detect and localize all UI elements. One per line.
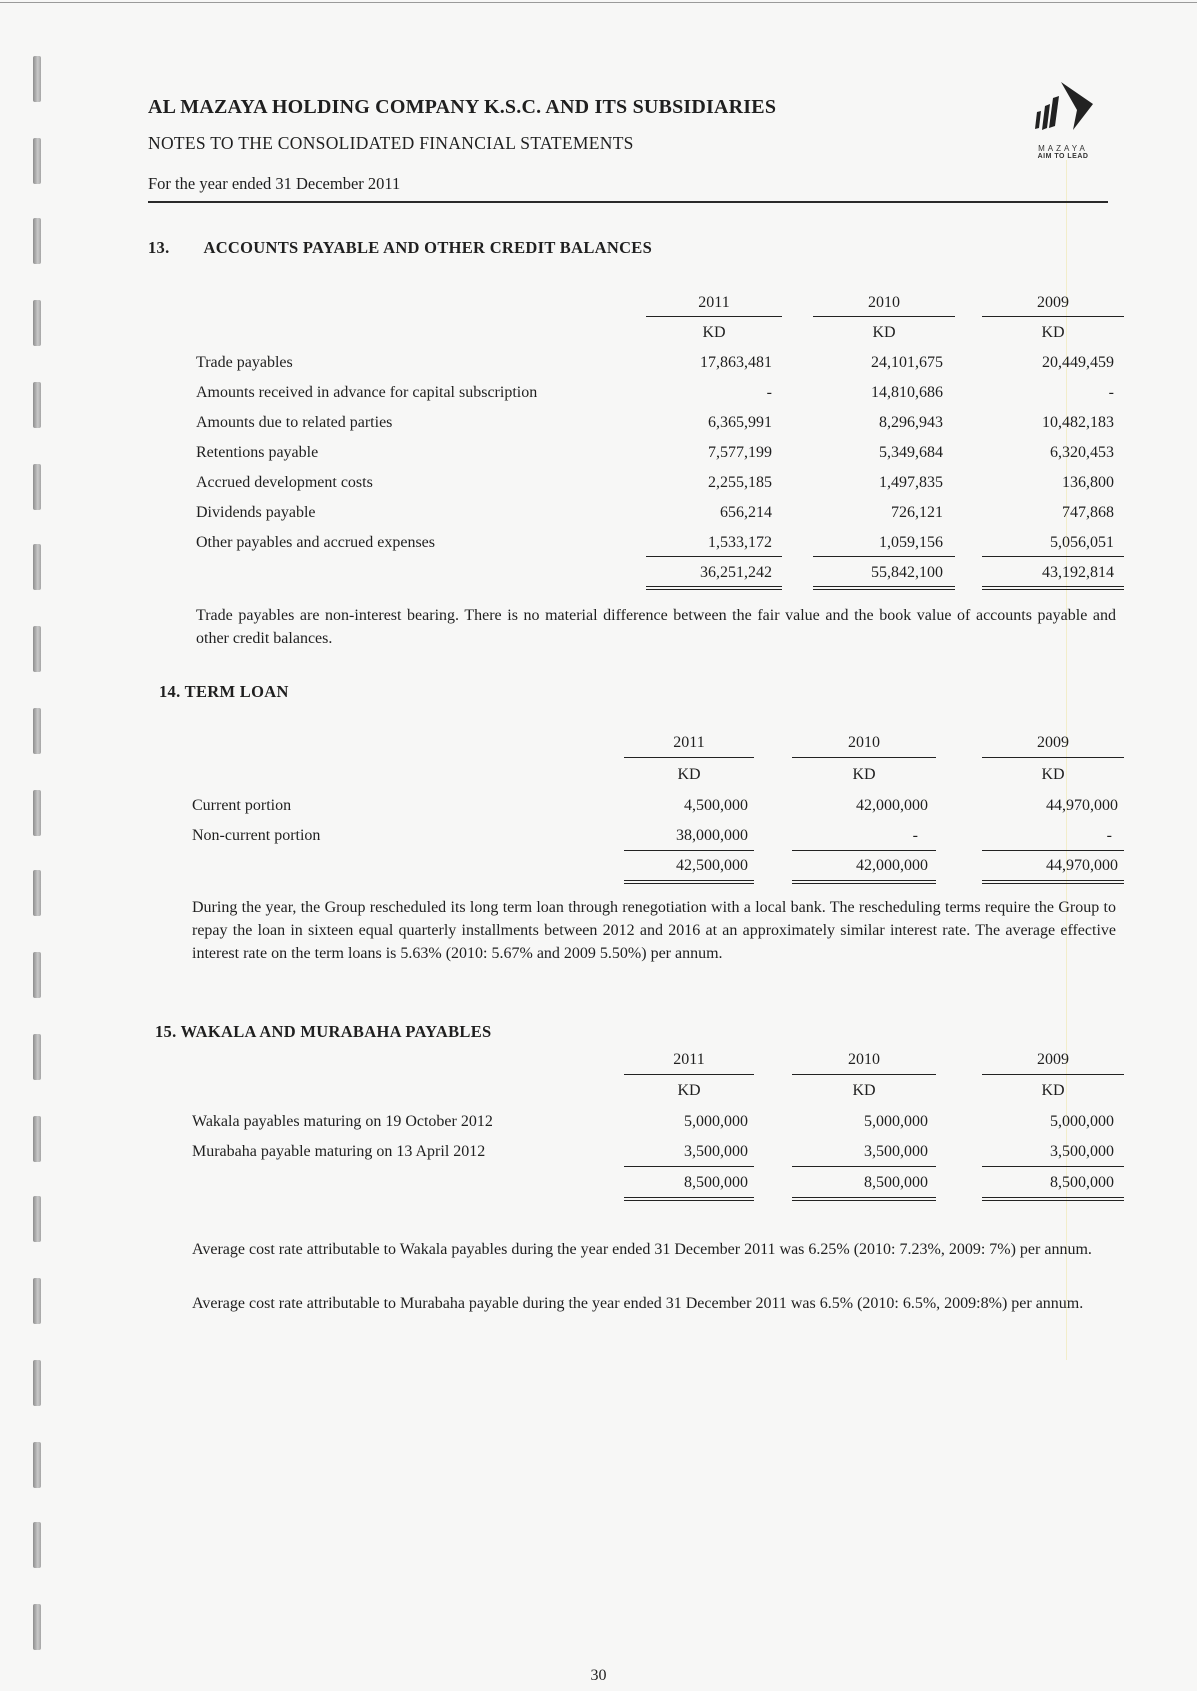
subtotal-rule	[792, 850, 936, 851]
total-double-rule	[792, 1197, 936, 1198]
column-rule	[813, 316, 955, 317]
total-2009: 43,192,814	[1042, 564, 1114, 581]
column-rule	[982, 316, 1124, 317]
note-15-title: WAKALA AND MURABAHA PAYABLES	[180, 1022, 492, 1041]
col-year: 2009	[1037, 1051, 1069, 1068]
note-14-heading	[159, 682, 289, 702]
subtotal-rule	[624, 850, 754, 851]
note-15-number: 15.	[155, 1022, 177, 1041]
total-2010: 55,842,100	[871, 564, 943, 581]
value-2010: 14,810,686	[871, 384, 943, 401]
value-2011: 4,500,000	[684, 797, 748, 814]
value-2009: 5,000,000	[1050, 1113, 1114, 1130]
total-2011: 42,500,000	[676, 857, 748, 874]
mazaya-logo-icon	[1031, 76, 1095, 142]
subtotal-rule	[982, 850, 1124, 851]
table-row	[0, 474, 1197, 500]
row-label: Current portion	[192, 797, 292, 814]
total-double-rule	[624, 1200, 754, 1201]
value-2011: 38,000,000	[676, 827, 748, 844]
value-2009: 3,500,000	[1050, 1143, 1114, 1160]
note-14-currency-row	[0, 766, 1197, 792]
value-2009: -	[1108, 384, 1114, 401]
total-double-rule	[624, 1197, 754, 1198]
note-15-currency-row	[0, 1082, 1197, 1108]
total-double-rule	[982, 589, 1124, 590]
note-14-title: TERM LOAN	[184, 682, 289, 701]
total-double-rule	[646, 589, 782, 590]
total-2010: 42,000,000	[856, 857, 928, 874]
value-2010: 5,000,000	[864, 1113, 928, 1130]
subtotal-rule	[646, 556, 782, 557]
note-15-heading	[155, 1022, 491, 1042]
total-double-rule	[792, 883, 936, 884]
value-2010: 726,121	[891, 504, 943, 521]
table-row	[0, 354, 1197, 380]
value-2010: 3,500,000	[864, 1143, 928, 1160]
col-year: 2010	[848, 734, 880, 751]
company-name: AL MAZAYA HOLDING COMPANY K.S.C. AND ITS SUBSIDIARIES	[148, 96, 777, 118]
logo-wordmark: MAZAYA	[1038, 144, 1088, 153]
col-year: 2011	[673, 734, 705, 751]
col-year: 2010	[868, 294, 900, 311]
value-2009: 44,970,000	[1046, 797, 1118, 814]
subtotal-rule	[982, 556, 1124, 557]
reporting-period: For the year ended 31 December 2011	[148, 174, 401, 193]
col-currency: KD	[1041, 324, 1065, 341]
table-row	[0, 504, 1197, 530]
total-double-rule	[982, 1197, 1124, 1198]
table-row	[0, 414, 1197, 440]
total-double-rule	[813, 589, 955, 590]
table-row	[0, 384, 1197, 410]
total-double-rule	[813, 586, 955, 587]
value-2010: 5,349,684	[879, 444, 943, 461]
value-2011: 2,255,185	[708, 474, 772, 491]
note-14-number: 14.	[159, 682, 181, 701]
total-double-rule	[624, 883, 754, 884]
table-row	[0, 1113, 1197, 1139]
value-2011: 6,365,991	[708, 414, 772, 431]
value-2010: 8,296,943	[879, 414, 943, 431]
total-double-rule	[982, 586, 1124, 587]
subtotal-rule	[982, 1166, 1124, 1167]
total-2011: 8,500,000	[684, 1174, 748, 1191]
total-double-rule	[646, 586, 782, 587]
total-2011: 36,251,242	[700, 564, 772, 581]
column-rule	[982, 757, 1124, 758]
total-2009: 44,970,000	[1046, 857, 1118, 874]
mazaya-logo	[1005, 76, 1121, 160]
column-rule	[624, 1074, 754, 1075]
value-2010: 1,059,156	[879, 534, 943, 551]
note-15-wakala-paragraph: Average cost rate attributable to Wakala payables during the year ended 31 December 2011 was 6.25% (2010: 7.23%, 2009: 7%) per annum.	[192, 1241, 1092, 1258]
row-label: Retentions payable	[196, 444, 319, 461]
value-2009: 6,320,453	[1050, 444, 1114, 461]
column-rule	[624, 757, 754, 758]
subtotal-rule	[624, 1166, 754, 1167]
col-year: 2010	[848, 1051, 880, 1068]
value-2010: 42,000,000	[856, 797, 928, 814]
row-label: Dividends payable	[196, 504, 316, 521]
value-2009: 5,056,051	[1050, 534, 1114, 551]
total-double-rule	[982, 883, 1124, 884]
value-2011: 5,000,000	[684, 1113, 748, 1130]
value-2011: 3,500,000	[684, 1143, 748, 1160]
subtotal-rule	[792, 1166, 936, 1167]
total-2010: 8,500,000	[864, 1174, 928, 1191]
total-double-rule	[982, 880, 1124, 881]
document-subtitle: NOTES TO THE CONSOLIDATED FINANCIAL STATEMENTS	[148, 133, 634, 153]
value-2009: -	[1106, 827, 1112, 844]
value-2009: 747,868	[1062, 504, 1114, 521]
total-double-rule	[624, 880, 754, 881]
row-label: Murabaha payable maturing on 13 April 2012	[192, 1143, 486, 1160]
note-13-paragraph: Trade payables are non-interest bearing. There is no material difference between the fair value and the book value of accounts payable and other credit balances.	[196, 607, 1116, 647]
col-currency: KD	[872, 324, 896, 341]
col-year: 2011	[698, 294, 730, 311]
value-2011: 7,577,199	[708, 444, 772, 461]
row-label: Wakala payables maturing on 19 October 2012	[192, 1113, 493, 1130]
row-label: Amounts received in advance for capital subscription	[196, 384, 538, 401]
col-currency: KD	[1041, 1082, 1065, 1099]
note-14-paragraph: During the year, the Group rescheduled its long term loan through renegotiation with a local bank. The rescheduling terms require the Group to repay the loan in sixteen equal quarterly installments between 2012 and 2016 at an approximately similar interest rate. The average effective interest rate on the term loans is 5.63% (2010: 5.67% and 2009 5.50%) per annum.	[192, 899, 1116, 962]
value-2011: -	[766, 384, 772, 401]
col-currency: KD	[677, 1082, 701, 1099]
page-top-edge	[0, 2, 1197, 3]
column-rule	[982, 1074, 1124, 1075]
value-2010: 24,101,675	[871, 354, 943, 371]
col-currency: KD	[677, 766, 701, 783]
page-number: 30	[590, 1667, 607, 1684]
note-13-title: ACCOUNTS PAYABLE AND OTHER CREDIT BALANCES	[203, 238, 653, 257]
value-2009: 136,800	[1062, 474, 1114, 491]
row-label: Trade payables	[196, 354, 293, 371]
header-divider	[148, 201, 1108, 203]
column-rule	[646, 316, 782, 317]
value-2011: 17,863,481	[700, 354, 772, 371]
col-currency: KD	[852, 766, 876, 783]
value-2009: 10,482,183	[1042, 414, 1114, 431]
col-currency: KD	[852, 1082, 876, 1099]
note-13-currency-row	[0, 324, 1197, 350]
note-13-heading	[148, 238, 652, 258]
table-row	[0, 797, 1197, 823]
row-label: Non-current portion	[192, 827, 321, 844]
total-2009: 8,500,000	[1050, 1174, 1114, 1191]
value-2011: 1,533,172	[708, 534, 772, 551]
col-year: 2009	[1037, 294, 1069, 311]
col-year: 2009	[1037, 734, 1069, 751]
logo-tagline: AIM TO LEAD	[1037, 153, 1089, 160]
total-double-rule	[982, 1200, 1124, 1201]
value-2009: 20,449,459	[1042, 354, 1114, 371]
col-year: 2011	[673, 1051, 705, 1068]
note-13-number: 13.	[148, 238, 170, 257]
column-rule	[792, 757, 936, 758]
value-2010: -	[912, 827, 918, 844]
note-15-murabaha-paragraph: Average cost rate attributable to Murabaha payable during the year ended 31 December 2011 was 6.5% (2010: 6.5%, 2009:8%) per annum.	[192, 1295, 1084, 1312]
total-double-rule	[792, 880, 936, 881]
table-row	[0, 444, 1197, 470]
row-label: Accrued development costs	[196, 474, 373, 491]
value-2011: 656,214	[720, 504, 772, 521]
total-double-rule	[792, 1200, 936, 1201]
column-rule	[792, 1074, 936, 1075]
value-2010: 1,497,835	[879, 474, 943, 491]
col-currency: KD	[702, 324, 726, 341]
subtotal-rule	[813, 556, 955, 557]
row-label: Amounts due to related parties	[196, 414, 393, 431]
col-currency: KD	[1041, 766, 1065, 783]
row-label: Other payables and accrued expenses	[196, 534, 435, 551]
